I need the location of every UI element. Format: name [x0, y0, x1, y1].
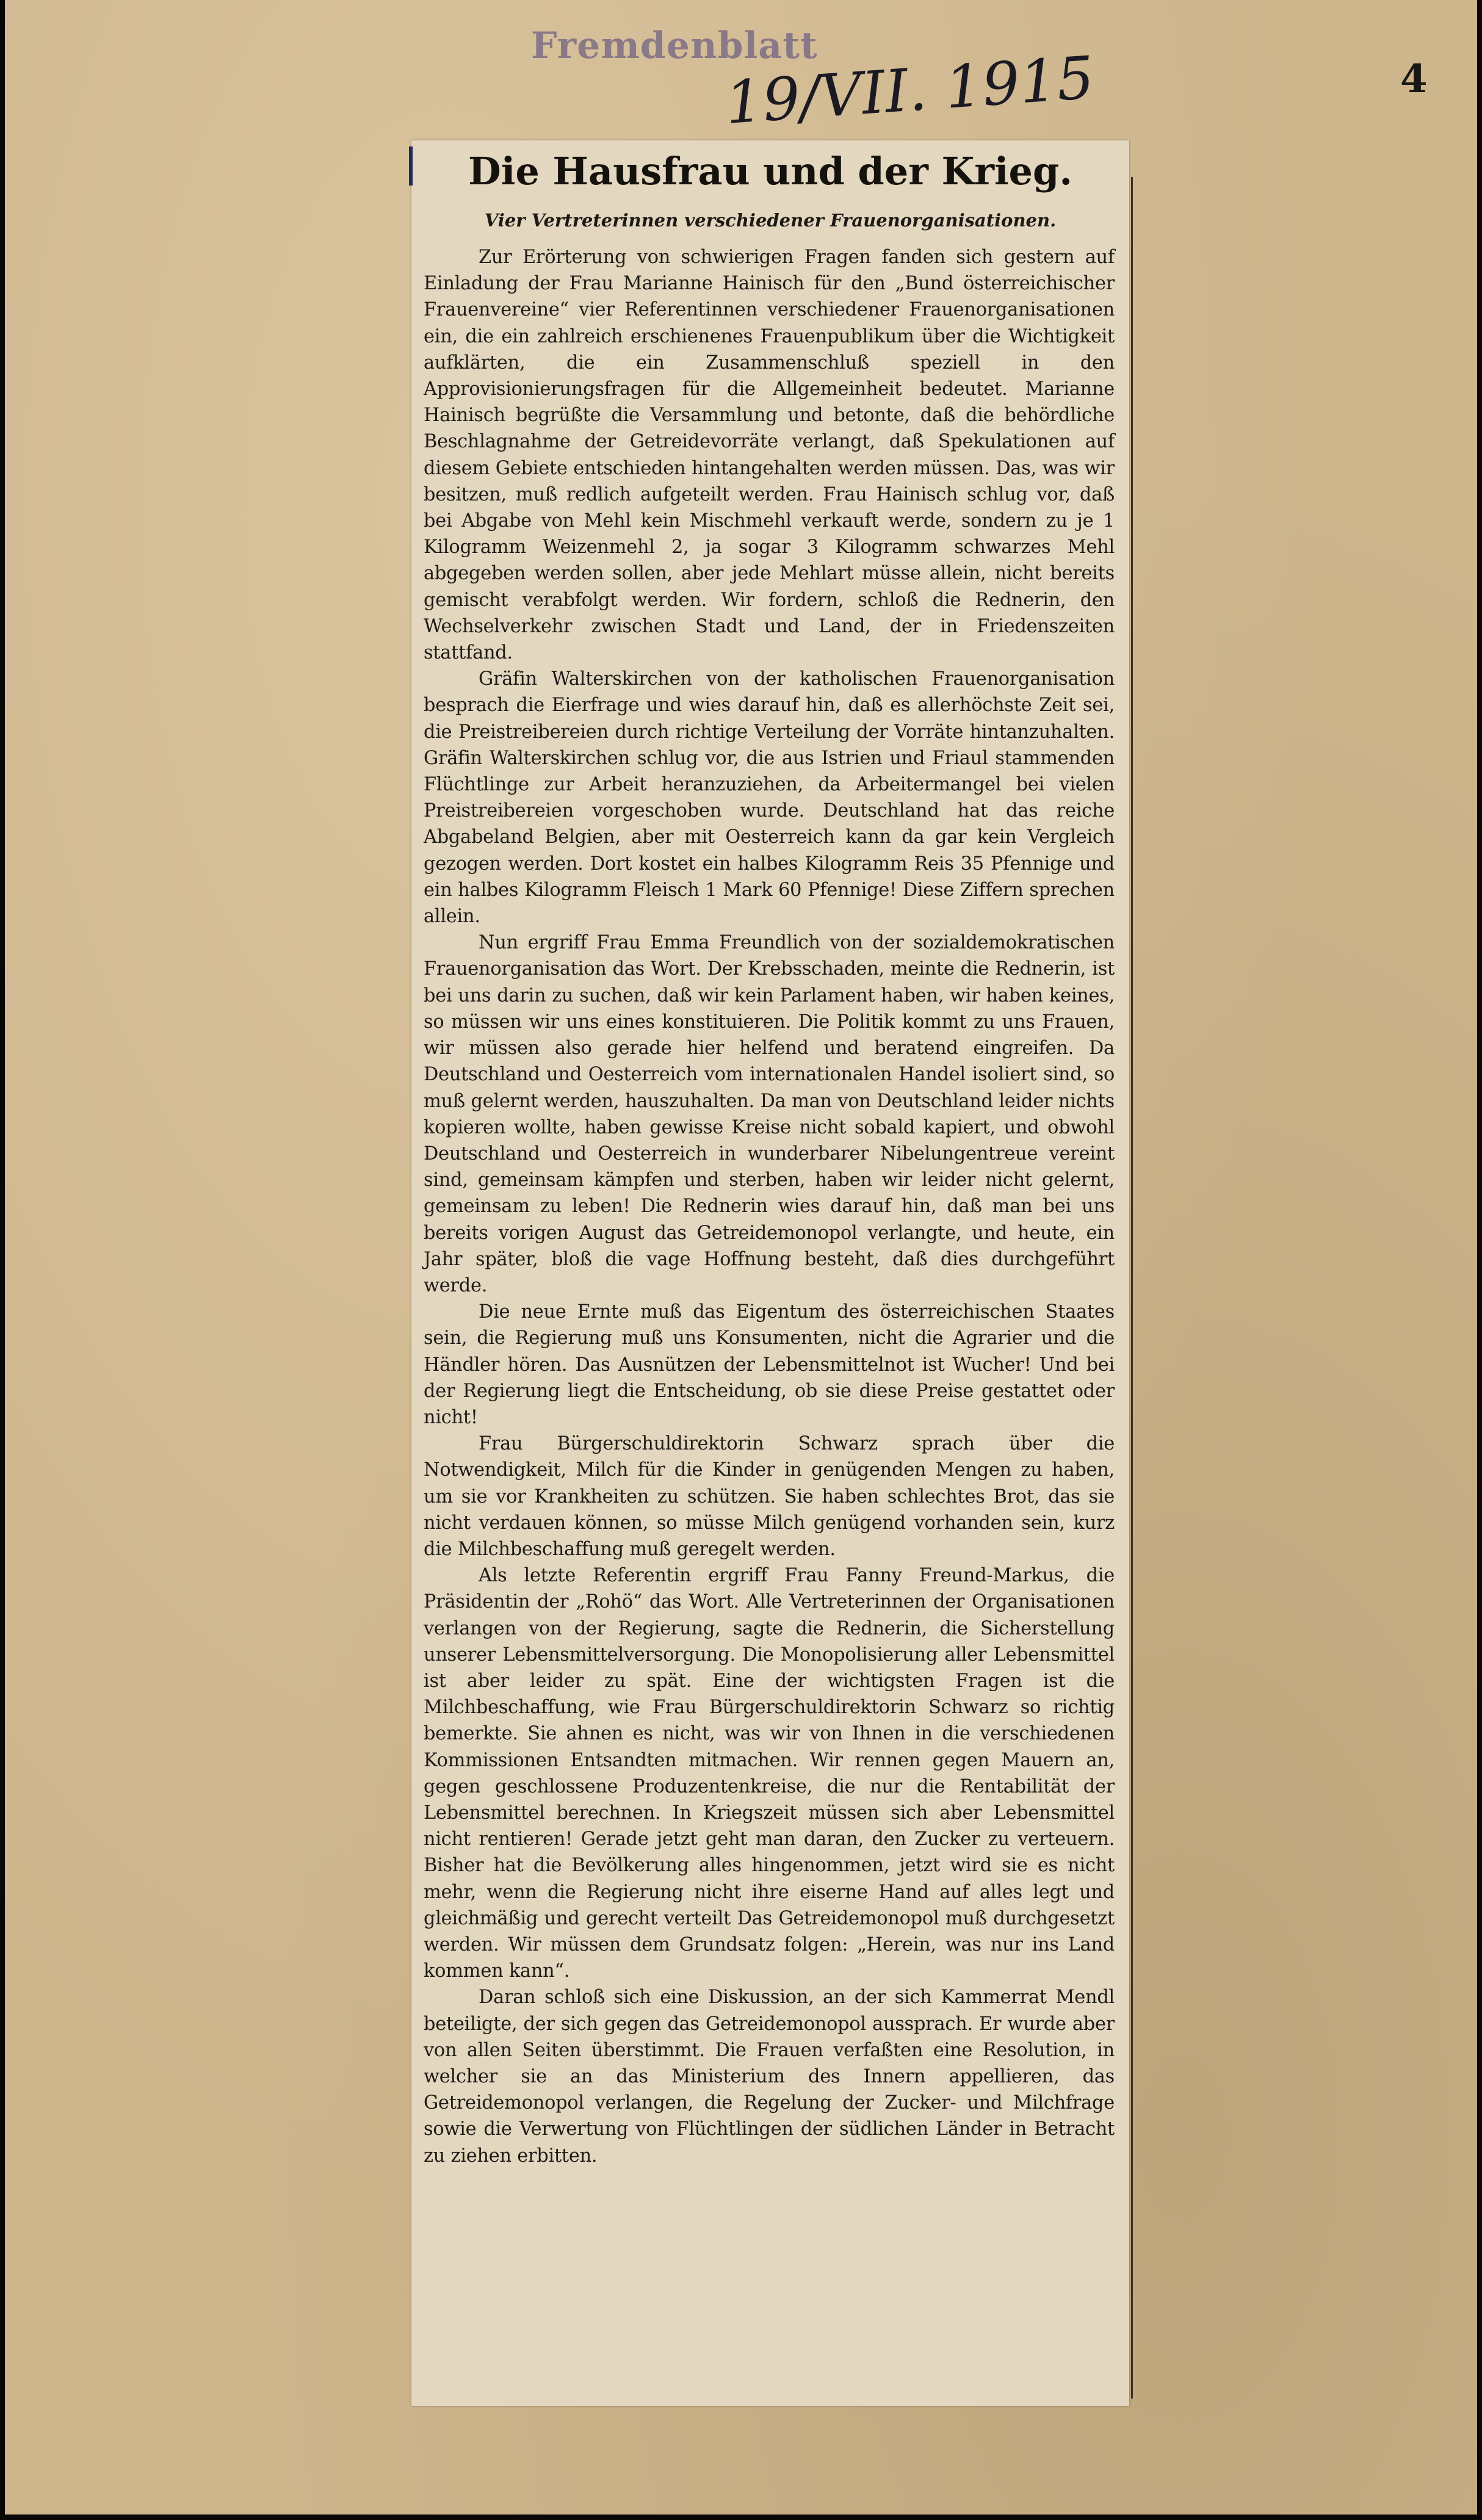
column-rule — [1131, 177, 1133, 2399]
paragraph-ernte: Die neue Ernte muß das Eigentum des österreichischen Staates sein, die Regierung muß uns Konsumenten, nicht die Agrarier und die Händler hören. Das Ausnützen der Lebensmittelnot ist Wucher! Und bei der Regierung liegt die Entscheidung, ob sie diese Preise gestattet oder nicht! — [424, 1301, 1115, 1428]
paragraph-schwarz: Frau Bürgerschuldirektorin Schwarz sprach über die Notwendigkeit, Milch für die Kinder in genügenden Mengen zu haben, um sie vor Krankheiten zu schützen. Sie haben schlechtes Brot, das sie nicht verdauen können, so müsse Milch genügend vorhanden sein, kurz die Milchbeschaffung muß geregelt werden. — [424, 1433, 1115, 1560]
paragraph-diskussion: Daran schloß sich eine Diskussion, an der sich Kammerrat Mendl beteiligte, der sich gegen das Getreidemonopol aussprach. Er wurde aber von allen Seiten überstimmt. Die Frauen verfaßten eine Resolution, in welcher sie an das Ministerium des Innern appellieren, das Getreidemonopol verlangen, die Regelung der Zucker- und Milchfrage sowie die Verwertung von Flüchtlingen der südlichen Länder in Betracht zu ziehen erbitten. — [424, 1987, 1115, 2167]
page-number: 4 — [1400, 56, 1428, 102]
paragraph-freund-markus: Als letzte Referentin ergriff Frau Fanny Freund-Markus, die Präsidentin der „Rohö“ das Wort. Alle Vertreterinnen der Organisationen verlangen von der Regierung, sagte die Rednerin, die Sicherstellung unserer Lebensmittelversorgung. Die Monopolisierung aller Lebensmittel ist aber leider zu spät. Eine der wichtigsten Fragen ist die Milchbeschaffung, wie Frau Bürgerschuldirektorin Schwarz so richtig bemerkte. Sie ahnen es nicht, was wir von Ihnen in die verschiedenen Kommissionen Entsandten mitmachen. Wir rennen gegen Mauern an, gegen geschlossene Produzentenkreise, die nur die Rentabilität der Lebensmittel berechnen. In Kriegszeit müssen sich aber Lebensmittel nicht rentieren! Gerade jetzt geht man daran, den Zucker zu verteuern. Bisher hat die Bevölkerung alles hingenommen, jetzt wird sie es nicht mehr, wenn die Regierung nicht ihre eiserne Hand auf alles legt und gleichmäßig und gerecht verteilt Das Getreidemonopol muß durchgesetzt werden. Wir müssen dem Grundsatz folgen: „Herein, was nur ins Land kommen kann“. — [424, 1565, 1115, 1982]
article-subtitle: Vier Vertreterinnen verschiedener Frauenorganisationen. — [484, 210, 1057, 231]
newspaper-name-stamp: Fremdenblatt — [531, 24, 818, 67]
newspaper-clipping — [411, 140, 1129, 2406]
paragraph-freundlich: Nun ergriff Frau Emma Freundlich von der sozialdemokratischen Frauenorganisation das Wort. Der Krebsschaden, meinte die Rednerin, ist bei uns darin zu suchen, daß wir kein Parlament haben, wir haben keines, so müssen wir uns eines konstituieren. Die Politik kommt zu uns Frauen, wir müssen also gerade hier helfend und beratend eingreifen. Da Deutschland und Oesterreich vom internationalen Handel isoliert sind, so muß gelernt werden, hauszuhalten. Da man von Deutschland leider nichts kopieren wollte, haben gewisse Kreise nicht sobald kapiert, und obwohl Deutschland und Oesterreich in wunderbarer Nibelungentreue vereint sind, gemeinsam kämpfen und sterben, haben wir leider nicht gelernt, gemeinsam zu leben! Die Rednerin wies darauf hin, daß man bei uns bereits vorigen August das Getreidemonopol verlangte, und heute, ein Jahr später, bloß die vage Hoffnung besteht, daß dies durchgeführt werde. — [424, 932, 1115, 1296]
article-title: Die Hausfrau und der Krieg. — [468, 149, 1072, 193]
article-body — [424, 244, 1115, 2169]
paragraph-walterskirchen: Gräfin Walterskirchen von der katholischen Frauenorganisation besprach die Eierfrage und wies darauf hin, daß es allerhöchste Zeit sei, die Preistreibereien durch richtige Verteilung der Vorräte hintanzuhalten. Gräfin Walterskirchen schlug vor, die aus Istrien und Friaul stammenden Flüchtlinge zur Arbeit heranzuziehen, da Arbeitermangel bei vielen Preistreibereien vorgeschoben wurde. Deutschland hat das reiche Abgabeland Belgien, aber mit Oesterreich kann da gar kein Vergleich gezogen werden. Dort kostet ein halbes Kilogramm Reis 35 Pfennige und ein halbes Kilogramm Fleisch 1 Mark 60 Pfennige! Diese Ziffern sprechen allein. — [424, 668, 1115, 928]
archive-sheet — [5, 0, 1477, 2515]
handwritten-date: 19/VII. 1915 — [723, 43, 1097, 137]
paragraph-hainisch: Zur Erörterung von schwierigen Fragen fanden sich gestern auf Einladung der Frau Marianne Hainisch für den „Bund österreichischer Frauenvereine“ vier Referentinnen verschiedener Frauenorganisationen ein, die ein zahlreich erschienenes Frauenpublikum über die Wichtigkeit aufklärten, die ein Zusammenschluß speziell in den Approvisionierungsfragen für die Allgemeinheit bedeutet. Marianne Hainisch begrüßte die Versammlung und betonte, daß die behördliche Beschlagnahme der Getreidevorräte verlangt, daß Spekulationen auf diesem Gebiete entschieden hintangehalten werden müssen. Das, was wir besitzen, muß redlich aufgeteilt werden. Frau Hainisch schlug vor, daß bei Abgabe von Mehl kein Mischmehl verkauft werde, sondern zu je 1 Kilogramm Weizenmehl 2, ja sogar 3 Kilogramm schwarzes Mehl abgegeben werden sollen, aber jede Mehlart müsse allein, nicht bereits gemischt verabfolgt werden. Wir fordern, schloß die Rednerin, den Wechselverkehr zwischen Stadt und Land, der in Friedenszeiten stattfand. — [424, 247, 1115, 664]
